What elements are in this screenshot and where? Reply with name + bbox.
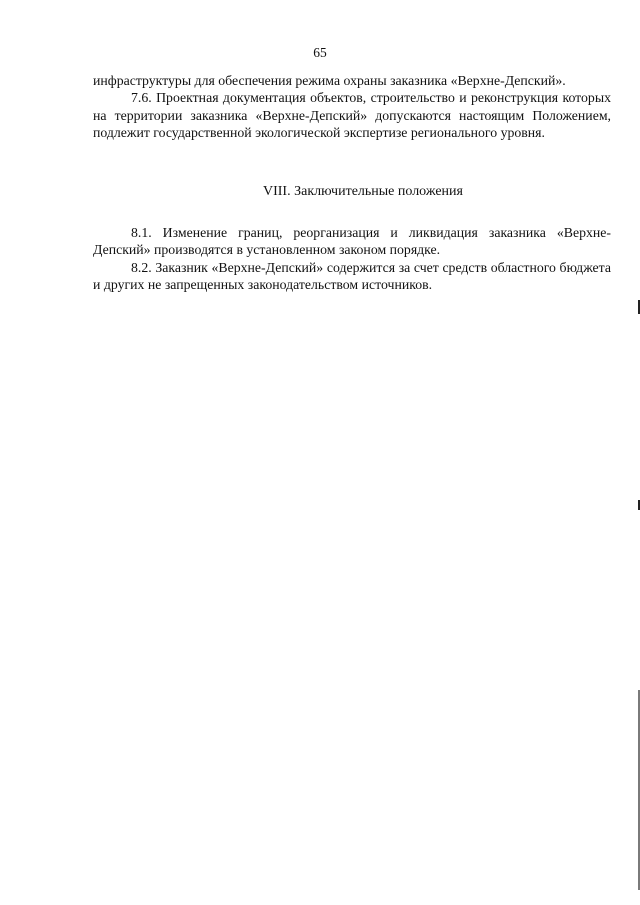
- paragraph-7-6: 7.6. Проектная документация объектов, строительство и реконструкция которых на территории заказника «Верхне-Депский» допускаются настоящим Положением, подлежит государственной экологической экспертизе регионального уровня.: [93, 90, 611, 140]
- section-7-text: [93, 72, 611, 141]
- paragraph-8-1: 8.1. Изменение границ, реорганизация и ликвидация заказника «Верхне-Депский» производятся в установленном законом порядке.: [93, 225, 611, 258]
- paragraph-continuation: инфраструктуры для обеспечения режима охраны заказника «Верхне-Депский».: [93, 73, 566, 88]
- section-heading: VIII. Заключительные положения: [263, 184, 463, 199]
- section-8-text: [93, 224, 611, 293]
- paragraph-8-2: 8.2. Заказник «Верхне-Депский» содержится за счет средств областного бюджета и других не запрещенных законодательством источников.: [93, 259, 611, 292]
- page-number: 65: [313, 45, 327, 60]
